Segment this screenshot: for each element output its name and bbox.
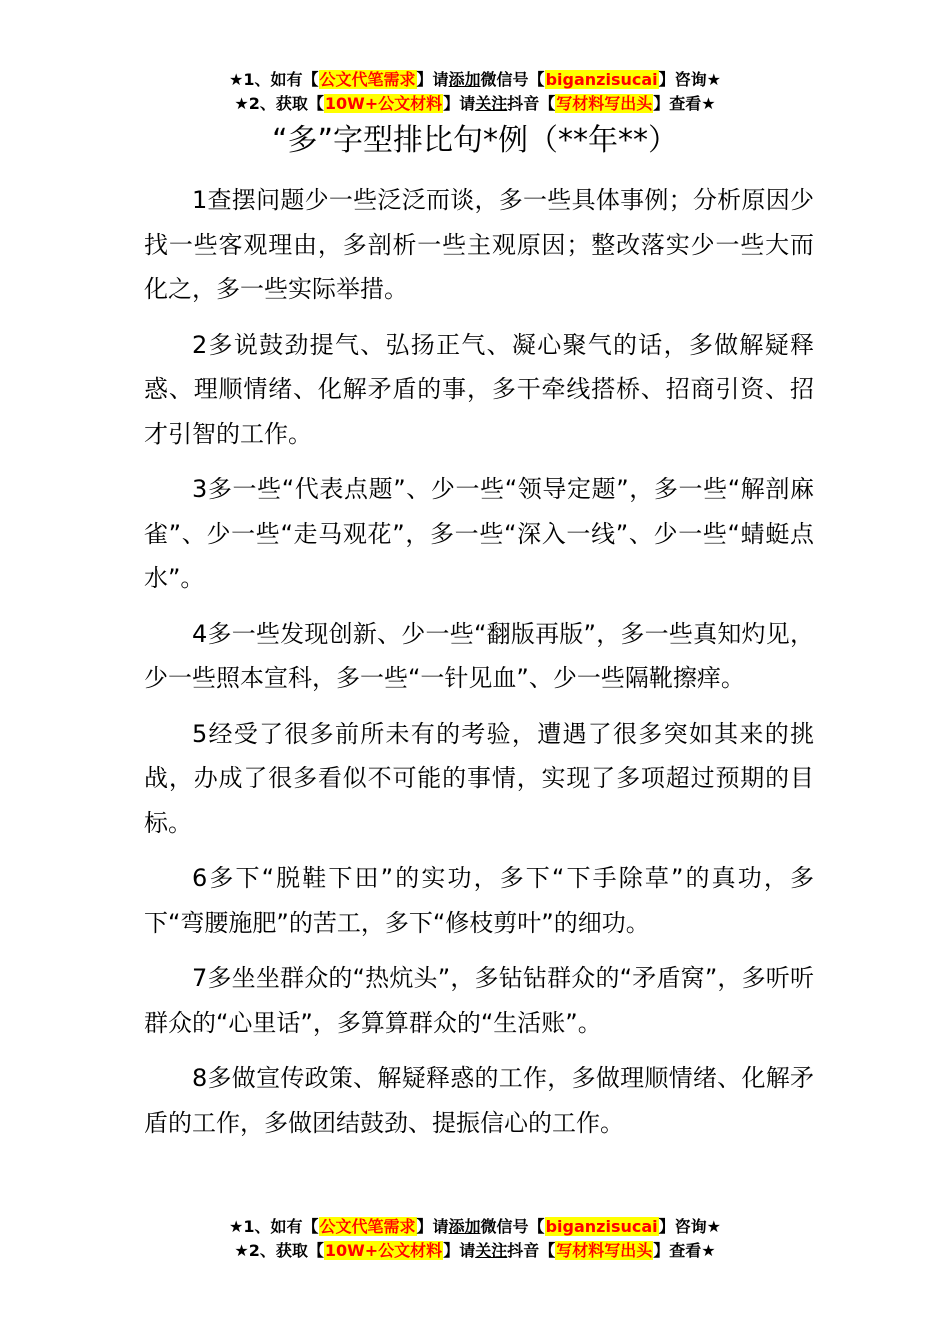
paragraph-1: 1查摆问题少一些泛泛而谈，多一些具体事例；分析原因少找一些客观理由，多剖析一些主观原因；整改落实少一些大而化之，多一些实际举措。 — [144, 186, 814, 303]
promo-suffix: 】查看★ — [653, 1241, 716, 1260]
promo-prefix: ★2、获取【 — [234, 94, 324, 113]
promo-banner-top — [0, 68, 950, 116]
promo-line-2 — [0, 92, 950, 116]
paragraph-2: 2多说鼓劲提气、弘扬正气、凝心聚气的话，多做解疑释惑、理顺情绪、化解矛盾的事，多干牵线搭桥、招商引资、招才引智的工作。 — [144, 330, 814, 448]
promo-text: 】请 — [443, 94, 476, 113]
promo-suffix: 】查看★ — [653, 94, 716, 113]
promo-text: 微信号【 — [480, 1217, 545, 1236]
promo-suffix: 】咨询★ — [658, 1217, 721, 1236]
promo-text: 】请 — [443, 1241, 476, 1260]
paragraph-7: 7多坐坐群众的“热炕头”，多钻钻群众的“矛盾窝”，多听听群众的“心里话”，多算算群众的“生活账”。 — [144, 964, 814, 1037]
promo-wechat-id: biganzisucai — [545, 1217, 658, 1236]
document-body — [144, 178, 814, 1156]
promo-highlight: 10W+公文材料 — [324, 1241, 443, 1260]
promo-prefix: ★1、如有【 — [229, 70, 319, 89]
promo-text: 】请 — [416, 70, 449, 89]
promo-underline: 添加 — [448, 70, 481, 89]
promo-line-2 — [0, 1239, 950, 1263]
promo-prefix: ★1、如有【 — [229, 1217, 319, 1236]
promo-highlight: 公文代笔需求 — [319, 70, 416, 89]
promo-highlight: 公文代笔需求 — [319, 1217, 416, 1236]
promo-text: 微信号【 — [480, 70, 545, 89]
promo-prefix: ★2、获取【 — [234, 1241, 324, 1260]
paragraph-8: 8多做宣传政策、解疑释惑的工作，多做理顺情绪、化解矛盾的工作，多做团结鼓劲、提振信心的工作。 — [144, 1064, 814, 1137]
paragraph-5: 5经受了很多前所未有的考验，遭遇了很多突如其来的挑战，办成了很多看似不可能的事情，实现了多项超过预期的目标。 — [144, 719, 814, 837]
promo-douyin-name: 写材料写出头 — [556, 1241, 653, 1260]
promo-text: 抖音【 — [507, 1241, 556, 1260]
promo-underline: 关注 — [475, 94, 508, 113]
paragraph-6: 6多下“脱鞋下田”的实功，多下“下手除草”的真功，多下“弯腰施肥”的苦工，多下“修枝剪叶”的细功。 — [144, 864, 814, 937]
promo-underline: 关注 — [475, 1241, 508, 1260]
promo-text: 抖音【 — [507, 94, 556, 113]
document-title: “多”字型排比句*例（**年**） — [271, 123, 679, 158]
promo-douyin-name: 写材料写出头 — [556, 94, 653, 113]
promo-wechat-id: biganzisucai — [545, 70, 658, 89]
promo-banner-bottom — [0, 1215, 950, 1263]
promo-highlight: 10W+公文材料 — [324, 94, 443, 113]
promo-line-1 — [0, 1215, 950, 1239]
paragraph-4: 4多一些发现创新、少一些“翻版再版”，多一些真知灼见，少一些照本宣科，多一些“一针见血”、少一些隔靴擦痒。 — [144, 619, 814, 692]
promo-line-1 — [0, 68, 950, 92]
paragraph-3: 3多一些“代表点题”、少一些“领导定题”，多一些“解剖麻雀”、少一些“走马观花”，多一些“深入一线”、少一些“蜻蜓点水”。 — [144, 475, 814, 592]
promo-suffix: 】咨询★ — [658, 70, 721, 89]
promo-underline: 添加 — [448, 1217, 481, 1236]
promo-text: 】请 — [416, 1217, 449, 1236]
